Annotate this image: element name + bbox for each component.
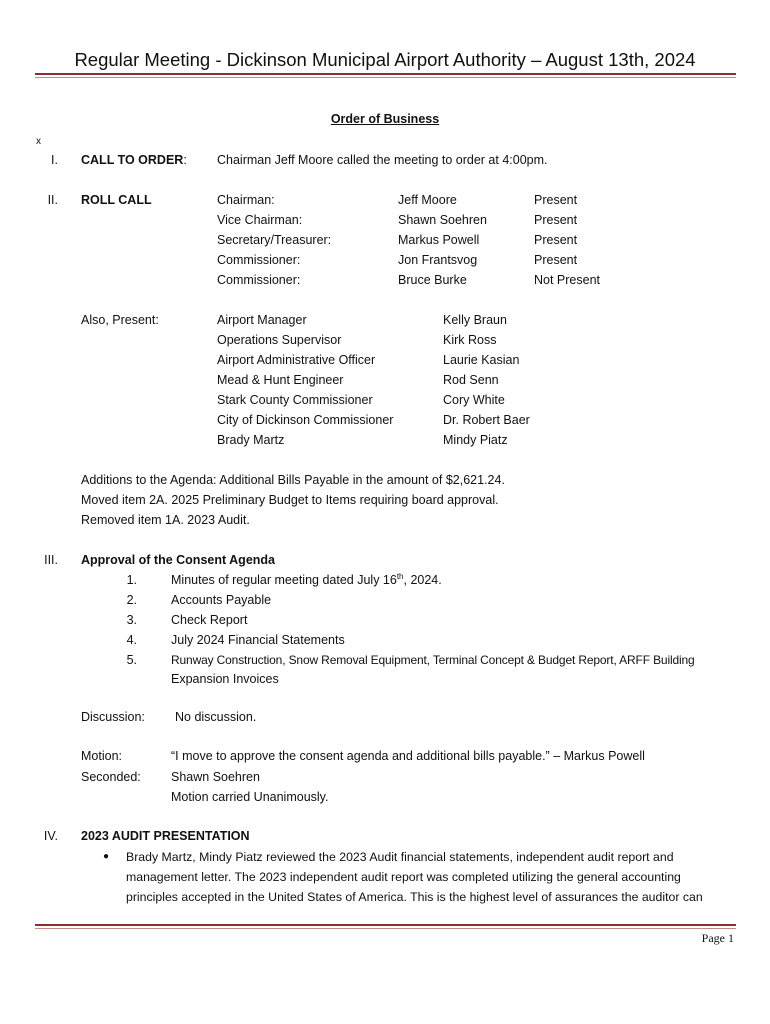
member-role: Commissioner: [217,273,301,287]
consent-item-text-continued: Expansion Invoices [171,672,279,686]
member-name: Shawn Soehren [398,213,487,227]
audit-paragraph-line: management letter. The 2023 independent audit report was completed utilizing the general accounting [126,870,681,884]
consent-item-text: Accounts Payable [171,593,272,607]
member-name: Bruce Burke [398,273,467,287]
motion-label: Motion: [81,749,122,763]
attendee-role: Airport Manager [217,313,307,327]
member-name: Jon Frantsvog [398,253,478,267]
member-role: Secretary/Treasurer: [217,233,332,247]
consent-item-number: 3. [126,613,137,627]
attendee-role: Mead & Hunt Engineer [217,373,344,387]
consent-item-text: July 2024 Financial Statements [171,633,345,647]
footer-rule-thin [35,928,736,929]
call-to-order-text: Chairman Jeff Moore called the meeting to order at 4:00pm. [217,153,548,167]
discussion-text: No discussion. [175,710,257,724]
agenda-removed-item: Removed item 1A. 2023 Audit. [81,513,250,527]
section-numeral-iv: IV. [43,829,58,843]
attendee-role: Stark County Commissioner [217,393,373,407]
agenda-moved-item: Moved item 2A. 2025 Preliminary Budget to Items requiring board approval. [81,493,499,507]
member-status: Present [534,213,578,227]
attendee-role: City of Dickinson Commissioner [217,413,394,427]
footer-rule [35,924,736,926]
member-role: Vice Chairman: [217,213,303,227]
attendee-name: Mindy Piatz [443,433,508,447]
attendee-name: Laurie Kasian [443,353,520,367]
call-to-order-label [81,152,187,168]
seconded-label: Seconded: [81,770,141,784]
bullet-icon: ● [103,851,110,862]
header-rule [35,73,736,75]
audit-paragraph-line: Brady Martz, Mindy Piatz reviewed the 2023 Audit financial statements, independent audit report and [126,850,674,864]
consent-item-number: 2. [126,593,137,607]
section-numeral-i: I. [51,153,58,167]
member-role: Chairman: [217,193,275,207]
consent-item-text-tail: , 2024. [403,573,442,587]
roll-call-label: ROLL CALL [81,193,152,207]
member-status: Present [534,253,578,267]
member-status: Present [534,233,578,247]
header-rule-thin [35,77,736,78]
consent-item-number: 1. [126,573,137,587]
audit-presentation-label: 2023 AUDIT PRESENTATION [81,829,250,843]
section-numeral-ii: II. [47,193,58,207]
consent-item-text-main: Minutes of regular meeting dated July 16 [171,573,397,587]
member-status: Not Present [534,273,601,287]
discussion-label: Discussion: [81,710,145,724]
audit-paragraph-line: principles accepted in the United States of America. This is the highest level of assurances the auditor can [126,890,703,904]
consent-item-text: Check Report [171,613,248,627]
stray-mark: x [36,136,41,147]
consent-item-superscript: th [396,571,404,581]
attendee-name: Cory White [443,393,505,407]
attendee-name: Kelly Braun [443,313,507,327]
section-numeral-iii: III. [44,553,58,567]
document-title: Regular Meeting - Dickinson Municipal Airport Authority – August 13th, 2024 [74,49,696,70]
motion-text: “I move to approve the consent agenda and additional bills payable.” – Markus Powell [171,749,645,763]
call-to-order-label-text: CALL TO ORDER [81,153,184,167]
member-name: Jeff Moore [398,193,457,207]
attendee-role: Airport Administrative Officer [217,353,376,367]
attendee-role: Brady Martz [217,433,285,447]
consent-item-number: 5. [126,653,137,667]
call-to-order-colon: : [183,153,187,167]
attendee-name: Dr. Robert Baer [443,413,530,427]
page-number: Page 1 [701,931,734,945]
also-present-label: Also, Present: [81,313,159,327]
agenda-addition: Additions to the Agenda: Additional Bills Payable in the amount of $2,621.24. [81,473,505,487]
consent-item-number: 4. [126,633,137,647]
member-role: Commissioner: [217,253,301,267]
seconded-text: Shawn Soehren [171,770,260,784]
attendee-role: Operations Supervisor [217,333,342,347]
consent-item-text: Runway Construction, Snow Removal Equipment, Terminal Concept & Budget Report, ARFF Building [171,653,695,667]
attendee-name: Rod Senn [443,373,499,387]
motion-result: Motion carried Unanimously. [171,790,329,804]
attendee-name: Kirk Ross [443,333,497,347]
member-name: Markus Powell [398,233,480,247]
consent-agenda-label: Approval of the Consent Agenda [81,553,275,567]
consent-item-text [171,572,442,588]
member-status: Present [534,193,578,207]
order-of-business-heading: Order of Business [330,112,440,126]
